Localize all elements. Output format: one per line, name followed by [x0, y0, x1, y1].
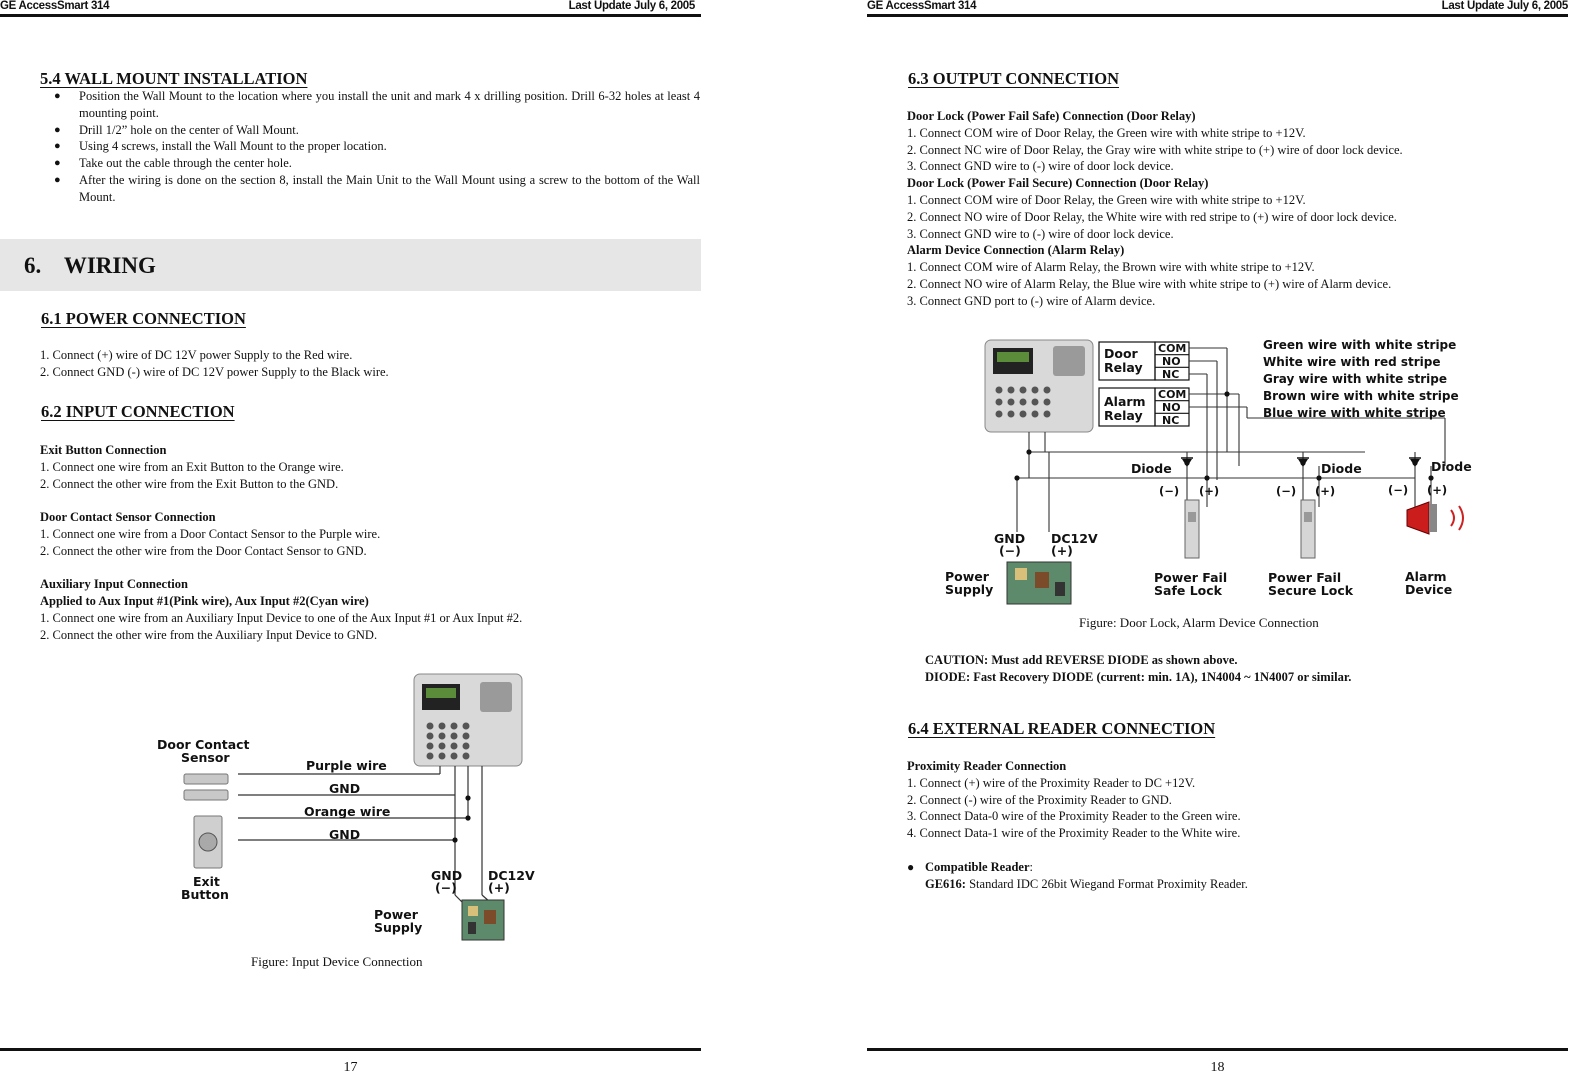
header-product: GE AccessSmart 314	[867, 0, 977, 12]
list-item: 2. Connect the other wire from the Door Contact Sensor to GND.	[40, 543, 367, 558]
ge616-item	[907, 876, 1248, 893]
list-item: 1. Connect (+) wire of DC 12V power Supply to the Red wire.	[40, 348, 353, 362]
header-product: GE AccessSmart 314	[0, 0, 110, 12]
dc12v-label: DC12V	[1051, 531, 1098, 546]
list-item: 2. Connect GND (-) wire of DC 12V power Supply to the Black wire.	[40, 364, 389, 379]
bullet-icon: ●	[907, 859, 915, 874]
sensor-label: Sensor	[181, 750, 230, 765]
list-item: ● Position the Wall Mount to the location where you install the unit and mark 4 x drilling position. Drill 6-32 holes at least 4 mounting point.	[40, 88, 700, 122]
list-item: 3. Connect Data-0 wire of the Proximity Reader to the Green wire.	[907, 809, 1241, 824]
figure-caption: Figure: Input Device Connection	[251, 954, 423, 969]
plus-label: (+)	[1315, 484, 1336, 498]
alarm-relay-label: Relay	[1104, 408, 1143, 423]
section-6-3-title: 6.3 OUTPUT CONNECTION	[908, 69, 1120, 88]
section-6-2-title: 6.2 INPUT CONNECTION	[41, 402, 235, 421]
header-date: Last Update July 6, 2005	[568, 0, 695, 12]
no-terminal-label: NO	[1162, 355, 1181, 368]
alarm-device-label: Device	[1405, 582, 1453, 597]
chapter-title: 6. WIRING	[24, 253, 156, 278]
output-connection-text	[907, 108, 1403, 310]
ge616-label: GE616:	[925, 876, 966, 891]
nc-terminal-label: NC	[1162, 368, 1180, 381]
gnd-wire-label: GND	[329, 827, 361, 842]
header-rule	[0, 14, 701, 17]
dc12v-plus-label: (+)	[488, 880, 510, 895]
list-item: 2. Connect the other wire from the Exit Button to the GND.	[40, 476, 339, 491]
list-item: ● After the wiring is done on the section 8, install the Main Unit to the Wall Mount using a screw to the bottom of the Wall Mount.	[40, 172, 700, 206]
list-item: ● Using 4 screws, install the Wall Mount to the proper location.	[40, 138, 700, 155]
alarm-label: Alarm	[1104, 394, 1146, 409]
list-item: 2. Connect the other wire from the Auxiliary Input Device to GND.	[40, 627, 378, 642]
door-label: Door	[1104, 346, 1138, 361]
fail-safe-lock-label: Safe Lock	[1154, 583, 1222, 598]
gnd-wire-label: GND	[329, 781, 361, 796]
aux-input-heading: Auxiliary Input Connection	[40, 577, 188, 592]
no-terminal-label: NO	[1162, 401, 1181, 414]
alarm-siren-icon	[1407, 502, 1463, 534]
gnd-label: GND	[431, 868, 463, 883]
green-wire-label: Green wire with white stripe	[1263, 338, 1457, 352]
white-wire-label: White wire with red stripe	[1263, 355, 1441, 369]
list-item: ● Take out the cable through the center hole.	[40, 155, 700, 172]
alarm-device-heading: Alarm Device Connection (Alarm Relay)	[907, 243, 1125, 258]
section-6-1-title: 6.1 POWER CONNECTION	[41, 309, 246, 328]
brown-wire-label: Brown wire with white stripe	[1263, 389, 1459, 403]
gnd-minus-label: (−)	[999, 543, 1021, 558]
list-item: 1. Connect one wire from an Exit Button to the Orange wire.	[40, 459, 344, 474]
plus-label: (+)	[1427, 483, 1448, 497]
minus-label: (−)	[1388, 483, 1409, 497]
wall-mount-steps	[40, 88, 700, 206]
caution-note	[925, 652, 1351, 686]
power-label: Power	[945, 569, 989, 584]
list-item: 1. Connect (+) wire of the Proximity Reader to DC +12V.	[907, 775, 1196, 790]
fail-safe-heading: Door Lock (Power Fail Safe) Connection (Door Relay)	[907, 109, 1196, 123]
gnd-minus-label: (−)	[435, 880, 457, 895]
list-item: 3. Connect GND port to (-) wire of Alarm device.	[907, 293, 1156, 308]
door-contact-label: Door Contact	[157, 737, 250, 752]
dc12v-plus-label: (+)	[1051, 543, 1073, 558]
left-page	[0, 0, 701, 1086]
list-item: 1. Connect COM wire of Alarm Relay, the Brown wire with white stripe to +12V.	[907, 260, 1315, 275]
list-item: 1. Connect one wire from an Auxiliary Input Device to one of the Aux Input #1 or Aux Input #2.	[40, 610, 523, 625]
list-item: 1. Connect one wire from a Door Contact Sensor to the Purple wire.	[40, 526, 381, 541]
power-label: Power	[374, 907, 418, 922]
door-lock-icon	[1301, 500, 1315, 558]
exit-label: Exit	[193, 874, 220, 889]
access-controller-icon	[985, 340, 1093, 432]
com-terminal-label: COM	[1158, 342, 1187, 355]
diode-spec-line: DIODE: Fast Recovery DIODE (current: min. 1A), 1N4004 ~ 1N4007 or similar.	[925, 669, 1352, 684]
compatible-reader-colon: :	[1029, 859, 1033, 874]
supply-label: Supply	[374, 920, 423, 935]
door-contact-sensor-icon	[184, 774, 228, 800]
page-header	[867, 0, 1568, 14]
purple-wire-label: Purple wire	[306, 758, 387, 773]
orange-wire-label: Orange wire	[304, 804, 391, 819]
fail-secure-lock-label: Secure Lock	[1268, 583, 1354, 598]
external-reader-text	[907, 758, 1248, 892]
aux-input-subheading: Applied to Aux Input #1(Pink wire), Aux Input #2(Cyan wire)	[40, 594, 369, 609]
compatible-reader-item	[907, 859, 1248, 876]
door-lock-icon	[1185, 500, 1199, 558]
list-item: ● Drill 1/2” hole on the center of Wall Mount.	[40, 122, 700, 139]
gnd-label: GND	[994, 531, 1026, 546]
minus-label: (−)	[1276, 484, 1297, 498]
alarm-device-label: Alarm	[1405, 569, 1447, 584]
list-item: 2. Connect (-) wire of the Proximity Reader to GND.	[907, 792, 1172, 807]
page-number: 17	[343, 1060, 358, 1075]
gray-wire-label: Gray wire with white stripe	[1263, 372, 1448, 386]
output-device-diagram	[945, 332, 1493, 610]
input-connection-text	[40, 442, 522, 644]
plus-label: (+)	[1199, 484, 1220, 498]
com-terminal-label: COM	[1158, 388, 1187, 401]
fail-secure-heading: Door Lock (Power Fail Secure) Connection (Door Relay)	[907, 176, 1209, 191]
section-6-4-title: 6.4 EXTERNAL READER CONNECTION	[908, 719, 1216, 738]
exit-button-heading: Exit Button Connection	[40, 443, 167, 457]
list-item: 2. Connect NO wire of Door Relay, the White wire with red stripe to (+) wire of door lock device.	[907, 209, 1397, 224]
list-item: 1. Connect COM wire of Door Relay, the Green wire with white stripe to +12V.	[907, 192, 1306, 207]
dc12v-label: DC12V	[488, 868, 535, 883]
nc-terminal-label: NC	[1162, 414, 1180, 427]
power-supply-icon	[1007, 562, 1071, 604]
diode-label: Diode	[1431, 459, 1472, 474]
access-controller-icon	[414, 674, 522, 766]
footer-rule	[0, 1048, 701, 1051]
ge616-description: Standard IDC 26bit Wiegand Format Proximity Reader.	[965, 876, 1248, 891]
fail-secure-lock-label: Power Fail	[1268, 570, 1342, 585]
list-item: 2. Connect NC wire of Door Relay, the Gray wire with white stripe to (+) wire of door lock device.	[907, 142, 1403, 157]
list-item: 3. Connect GND wire to (-) wire of door lock device.	[907, 226, 1174, 241]
section-5-4-title: 5.4 WALL MOUNT INSTALLATION	[40, 69, 308, 88]
page-number: 18	[1210, 1060, 1225, 1075]
button-label: Button	[181, 887, 229, 902]
input-device-diagram	[150, 670, 550, 950]
list-item: 3. Connect GND wire to (-) wire of door lock device.	[907, 159, 1174, 174]
supply-label: Supply	[945, 582, 994, 597]
header-date: Last Update July 6, 2005	[1441, 0, 1568, 12]
page-header	[0, 0, 701, 14]
figure-caption: Figure: Door Lock, Alarm Device Connection	[1079, 615, 1319, 630]
door-relay-label: Relay	[1104, 360, 1143, 375]
diode-label: Diode	[1131, 461, 1172, 476]
list-item: 2. Connect NO wire of Alarm Relay, the Blue wire with white stripe to (+) wire of Alarm device.	[907, 276, 1392, 291]
door-contact-heading: Door Contact Sensor Connection	[40, 510, 216, 525]
diode-label: Diode	[1321, 461, 1362, 476]
footer-rule	[867, 1048, 1568, 1051]
power-supply-icon	[462, 900, 504, 940]
list-item: 1. Connect COM wire of Door Relay, the Green wire with white stripe to +12V.	[907, 125, 1306, 140]
power-connection-steps	[40, 347, 389, 381]
minus-label: (−)	[1159, 484, 1180, 498]
compatible-reader-label: Compatible Reader	[925, 859, 1030, 874]
proximity-reader-heading: Proximity Reader Connection	[907, 759, 1067, 773]
list-item: 4. Connect Data-1 wire of the Proximity Reader to the White wire.	[907, 826, 1241, 841]
caution-line: CAUTION: Must add REVERSE DIODE as shown above.	[925, 653, 1238, 667]
blue-wire-label: Blue wire with white stripe	[1263, 406, 1446, 420]
header-rule	[867, 14, 1568, 17]
exit-button-icon	[194, 816, 222, 868]
right-page	[867, 0, 1568, 1086]
fail-safe-lock-label: Power Fail	[1154, 570, 1228, 585]
